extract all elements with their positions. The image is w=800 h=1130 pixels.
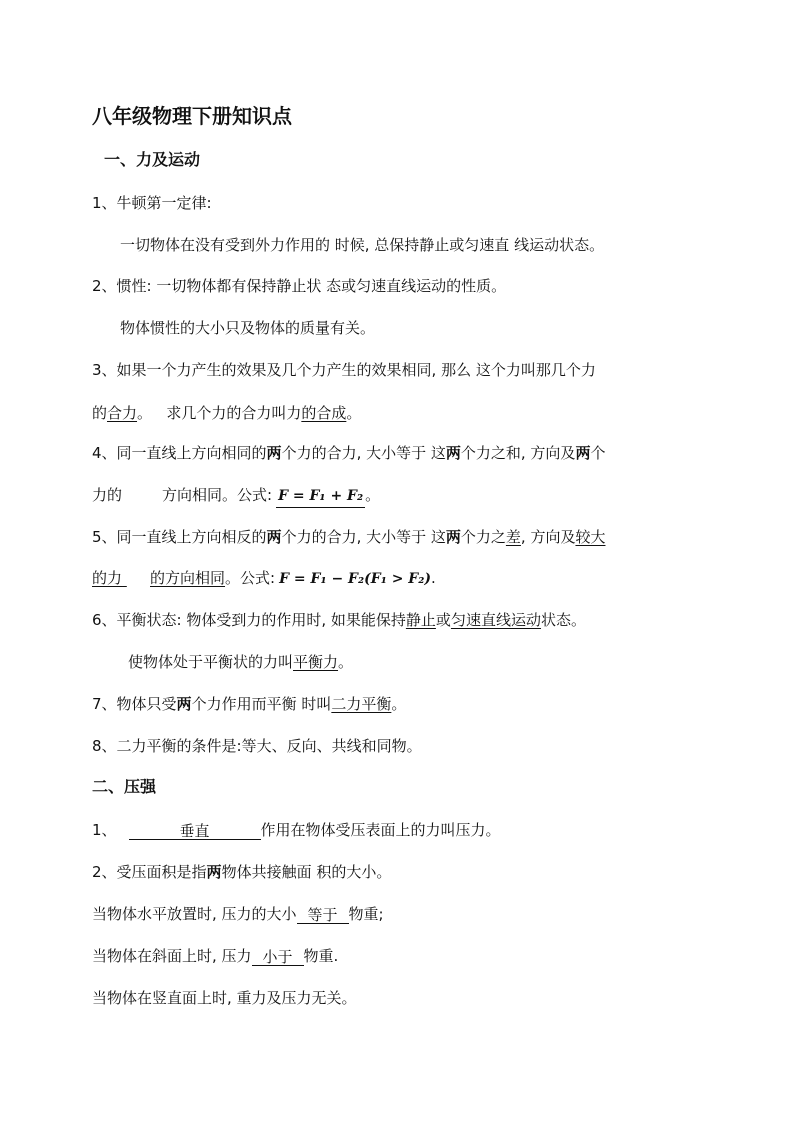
- text-fragment: 的: [92, 404, 108, 422]
- text-fragment: 5、同一直线上方向相反的: [92, 528, 267, 546]
- newton-law-text: 一切物体在没有受到外力作用的 时候, 总保持静止或匀速直 线运动状态。: [120, 236, 605, 254]
- text-fragment: 使物体处于平衡状的力叫: [128, 653, 294, 671]
- section-heading-pressure: 二、压强: [92, 777, 157, 796]
- text-fragment: 。: [391, 695, 407, 713]
- text-fragment: 1、: [92, 821, 117, 839]
- horizontal-case-text: [92, 904, 384, 924]
- text-fragment: 当物体水平放置时, 压力的大小: [92, 905, 297, 923]
- text-fragment: 力的: [92, 486, 123, 504]
- underlined-term: 的方向相同: [150, 569, 226, 587]
- resultant-force-text: [92, 403, 361, 423]
- text-fragment: 2、受压面积是指: [92, 863, 207, 881]
- same-direction-formula-line: [92, 485, 380, 508]
- text-fragment: 。 求几个力的合力叫力: [137, 404, 302, 422]
- item-contact-area: [92, 862, 391, 882]
- fill-blank-equal: 等于: [297, 905, 349, 924]
- text-fragment: 作用在物体受压表面上的力叫压力。: [260, 821, 501, 839]
- opposite-direction-formula-line: [92, 568, 436, 589]
- underlined-term: 二力平衡: [331, 695, 392, 713]
- incline-case-text: [92, 946, 338, 966]
- text-fragment: 或: [435, 611, 451, 629]
- text-fragment: 。: [365, 486, 381, 504]
- text-fragment: 个力作用而平衡 时叫: [191, 695, 332, 713]
- text-fragment: 个: [590, 444, 606, 462]
- bold-term: 两: [575, 444, 591, 462]
- bold-term: 两: [176, 695, 192, 713]
- text-fragment: 。公式:: [225, 569, 276, 587]
- page-title: 八年级物理下册知识点: [92, 104, 292, 128]
- text-fragment: 6、平衡状态: 物体受到力的作用时, 如果能保持: [92, 611, 406, 629]
- bold-term: 两: [266, 444, 282, 462]
- underlined-term: 静止: [405, 611, 436, 629]
- item-inertia: 2、惯性: 一切物体都有保持静止状 态或匀速直线运动的性质。: [92, 277, 507, 295]
- text-fragment: 个力的合力, 大小等于 这: [281, 528, 446, 546]
- underlined-term: 的力: [92, 569, 123, 587]
- underlined-term: 的合成: [301, 404, 347, 422]
- item-newton-first-law: 1、牛顿第一定律:: [92, 194, 212, 212]
- formula-sum: F = F₁ + F₂: [276, 486, 365, 508]
- text-fragment: 状态。: [540, 611, 586, 629]
- text-fragment: 物重;: [348, 905, 384, 923]
- underlined-term: 平衡力: [293, 653, 339, 671]
- text-fragment: 个力的合力, 大小等于 这: [281, 444, 446, 462]
- formula-difference: F = F₁ − F₂(F₁ > F₂): [279, 571, 432, 587]
- item-balance-conditions: 8、二力平衡的条件是:等大、反向、共线和同物。: [92, 737, 422, 755]
- text-fragment: 个力之: [460, 528, 506, 546]
- vertical-case-text: 当物体在竖直面上时, 重力及压力无关。: [92, 989, 357, 1007]
- fill-blank-perpendicular: 垂直: [129, 821, 261, 840]
- fill-blank-less: 小于: [252, 947, 304, 966]
- underlined-term: 合力: [107, 404, 138, 422]
- item-pressure-force: [92, 820, 501, 840]
- text-fragment: 。: [346, 404, 362, 422]
- underlined-term: 匀速直线运动: [450, 611, 541, 629]
- bold-term: 两: [206, 863, 222, 881]
- section-heading-force-motion: 一、力及运动: [104, 150, 201, 169]
- text-fragment: 7、物体只受: [92, 695, 177, 713]
- item-same-direction: [92, 443, 605, 463]
- text-fragment: , 方向及: [520, 528, 576, 546]
- bold-term: 两: [445, 444, 461, 462]
- item-two-force-balance: [92, 694, 406, 714]
- underlined-term: 差: [505, 528, 521, 546]
- text-fragment: 物重.: [303, 947, 339, 965]
- text-fragment: .: [431, 569, 436, 587]
- text-fragment: 。: [338, 653, 354, 671]
- item-resultant-force: 3、如果一个力产生的效果及几个力产生的效果相同, 那么 这个力叫那几个力: [92, 361, 596, 379]
- item-equilibrium: [92, 610, 586, 630]
- underlined-term: 较大: [575, 528, 606, 546]
- balanced-force-text: [128, 652, 353, 672]
- text-fragment: 方向相同。公式:: [162, 486, 273, 504]
- text-fragment: 个力之和, 方向及: [460, 444, 576, 462]
- bold-term: 两: [445, 528, 461, 546]
- text-fragment: 4、同一直线上方向相同的: [92, 444, 267, 462]
- item-opposite-direction: [92, 527, 605, 547]
- inertia-text: 物体惯性的大小只及物体的质量有关。: [120, 319, 376, 337]
- text-fragment: 物体共接触面 积的大小。: [221, 863, 392, 881]
- bold-term: 两: [266, 528, 282, 546]
- text-fragment: 当物体在斜面上时, 压力: [92, 947, 252, 965]
